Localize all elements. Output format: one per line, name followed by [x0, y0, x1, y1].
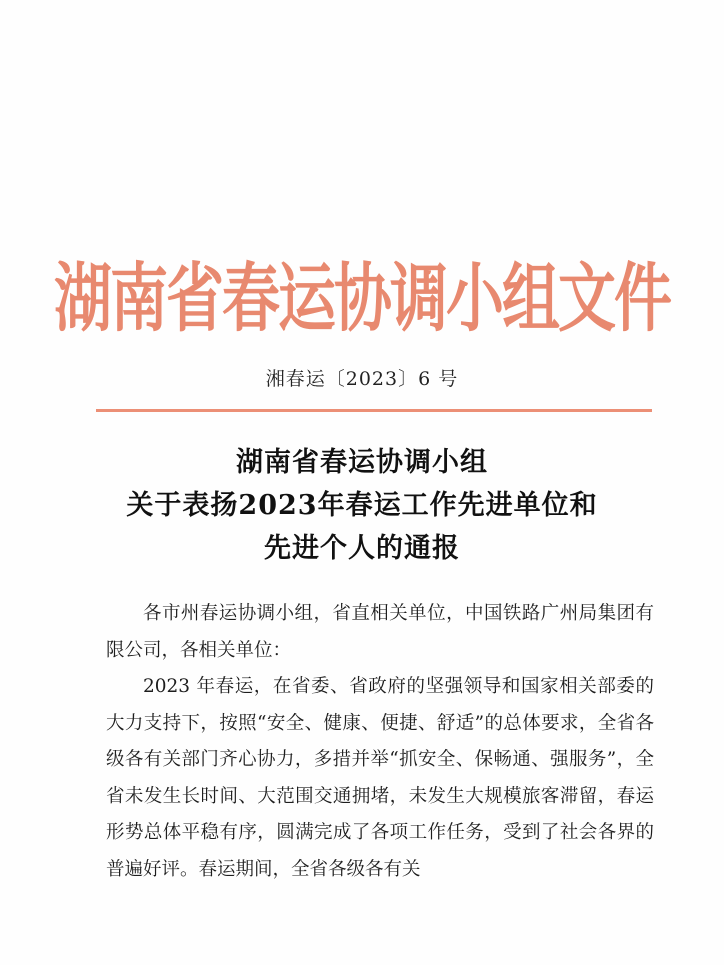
document-title: [0, 441, 724, 570]
title-line: 先进个人的通报: [264, 533, 460, 564]
red-divider-line: [96, 409, 652, 412]
title-line: 湖南省春运协调小组: [236, 447, 488, 478]
document-header: 湖南省春运协调小组文件: [53, 254, 670, 342]
document-body: [106, 596, 654, 888]
salutation-paragraph: 各市州春运协调小组，省直相关单位，中国铁路广州局集团有限公司，各相关单位：: [106, 603, 654, 661]
document-number: 湘春运〔2023〕6 号: [265, 368, 459, 390]
body-paragraph: 2023 年春运，在省委、省政府的坚强领导和国家相关部委的大力支持下，按照“安全、健康、便捷、舒适”的总体要求，全省各级各有关部门齐心协力，多措并举“抓安全、保畅通、强服务”，全省未发生长时间、大范围交通拥堵，未发生大规模旅客滞留，春运形势总体平稳有序，圆满完成了各项工作任务，受到了社会各界的普遍好评。春运期间，全省各级各有关: [106, 676, 654, 880]
title-line: 关于表扬2023年春运工作先进单位和: [126, 490, 598, 521]
